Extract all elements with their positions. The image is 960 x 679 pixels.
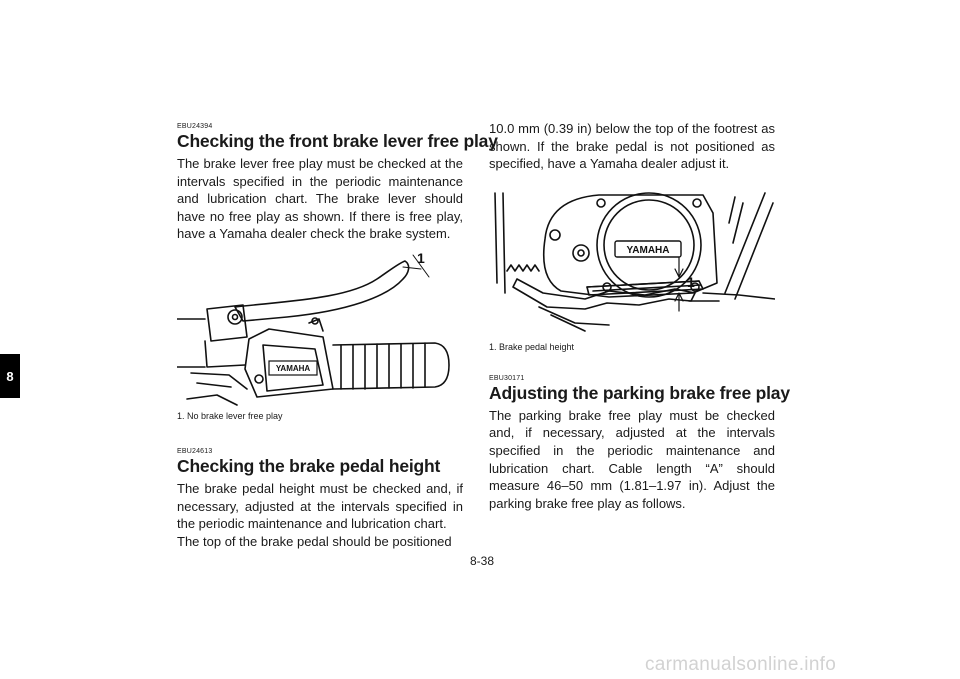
figure-caption-brake-pedal: 1. Brake pedal height [489,341,575,352]
section-code: EBU30171 [489,374,525,382]
section-title-brake-pedal-height: Checking the brake pedal height [177,455,441,476]
brake-lever-figure [177,249,463,409]
section-body-front-brake-lever: The brake lever free play must be checked at the intervals specified in the periodic maintenance and lubrication chart. The brake lever should have no free play as shown. If there is free play, have a Yamaha dealer check the brake system. [177,156,463,242]
watermark: carmanualsonline.info [645,654,837,675]
section-title-front-brake-lever: Checking the front brake lever free play [177,131,498,151]
brake-lever-callout-number: 1 [417,249,425,266]
section-title-parking-brake: Adjusting the parking brake free play [489,382,790,403]
brake-lever-brand-label: YAMAHA [275,363,311,373]
section-body-brake-pedal-height-cont: The top of the brake pedal should be positioned [177,533,452,549]
section-code: EBU24613 [177,447,213,455]
chapter-tab [0,354,20,398]
right-column [489,120,790,512]
left-column [177,123,498,550]
section-body-brake-pedal-height: The brake pedal height must be checked and, if necessary, adjusted at the intervals specified in the periodic maintenance and lubrication chart. [177,480,463,532]
page-number: 8-38 [469,554,495,568]
chapter-tab-number: 8 [6,368,14,384]
section-body-parking-brake: The parking brake free play must be checked and, if necessary, adjusted at the intervals specified in the periodic maintenance and lubrication chart. Cable length “A” should measure 46–50 mm (1.81–1.97 in). Adjust the parking brake free play as follows. [489,407,775,511]
continuation-text: 10.0 mm (0.39 in) below the top of the footrest as shown. If the brake pedal is not positioned as specified, have a Yamaha dealer adjust it. [489,121,775,172]
section-code: EBU24394 [177,123,213,130]
brake-pedal-brand-label: YAMAHA [626,244,670,256]
brake-pedal-figure [489,183,775,333]
brake-pedal-callout-number: 1 [687,273,695,290]
figure-caption-brake-lever: 1. No brake lever free play [177,410,283,421]
